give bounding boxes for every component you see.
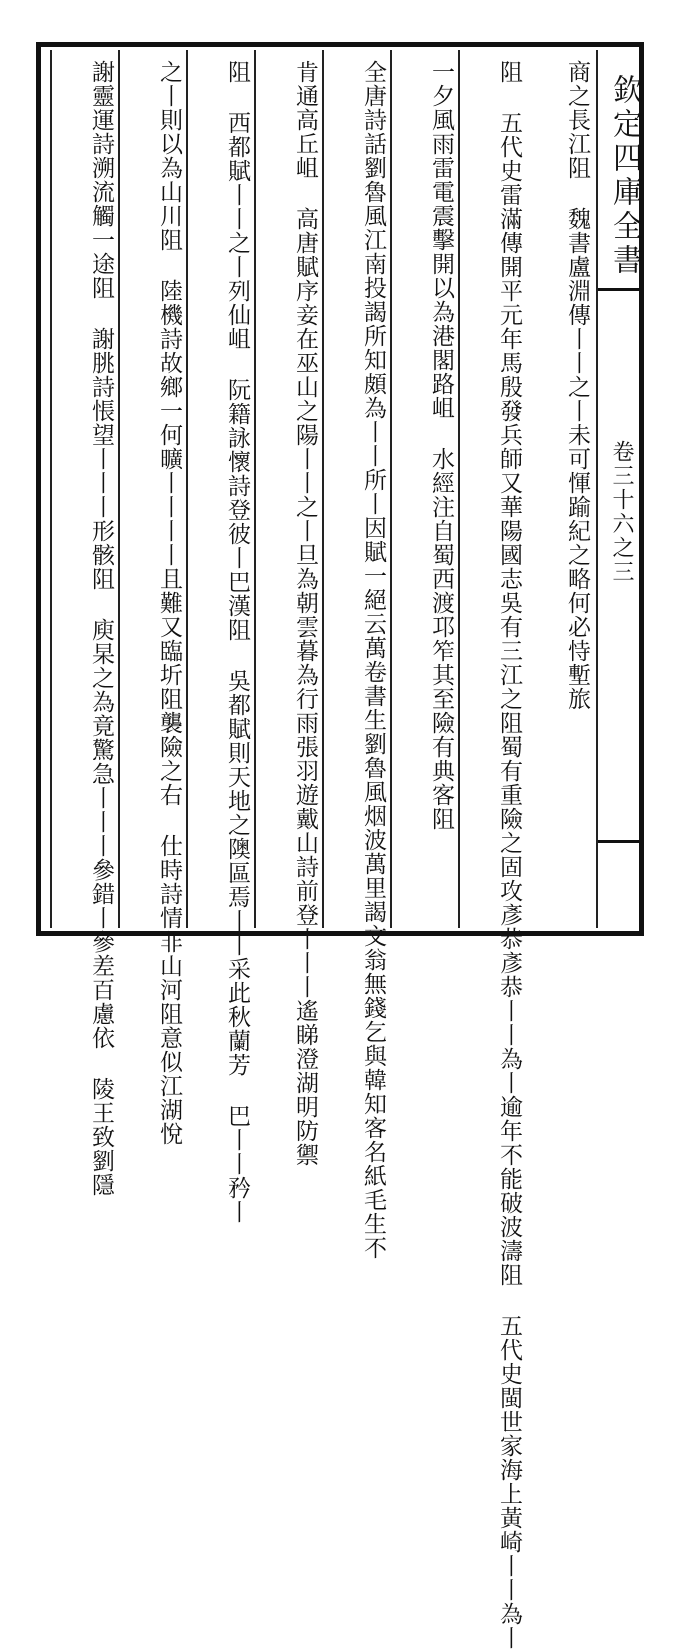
text-column-1 [526, 50, 594, 928]
text-line: 謝靈運詩溯流觸一途阻 謝朓詩悵望丨丨丨形骸阻 庾杲之為竟 [88, 60, 114, 738]
text-line: 通高丘岨 高唐賦序妾在巫山之陽丨丨之丨旦為朝雲暮 [292, 84, 318, 663]
juan-label: 卷三十六之三 [609, 440, 634, 584]
text-column-3 [390, 50, 458, 928]
text-column-4 [322, 50, 390, 1260]
text-column-5 [254, 50, 322, 1167]
text-line: 震擊開以為港閣路岨 水經注自蜀西渡邛笮其至險有典客阻 [428, 204, 454, 831]
text-line: 驚急丨丨丨參錯丨參差百慮依 陵王致劉隱 [88, 738, 114, 1197]
text-column-7 [118, 50, 186, 1146]
text-column-2 [458, 50, 526, 1650]
text-line: 為行雨張羽遊戴山詩前登丨丨丨遙睇澄湖明防禦 [292, 663, 318, 1167]
text-line: 肯 [292, 60, 318, 84]
text-line: 旅 [564, 687, 590, 711]
text-area [46, 50, 594, 1650]
text-line: 之丨則以為山川阻 陸機詩故鄉一何曠丨丨丨丨且難又臨圻阻 [156, 60, 182, 711]
margin-strip [596, 50, 642, 928]
text-line: 阻 五代史雷滿傳開平元年馬殷發兵師又華陽國志吳有三江之阻蜀有重險之固 [496, 60, 522, 879]
text-line: 一夕風雨雷電 [428, 60, 454, 204]
text-column-6 [186, 50, 254, 1224]
margin-rule-bottom [598, 840, 642, 843]
text-line: 攻彥恭彥恭丨丨為丨逾年不能破波濤阻 五代史閩世家海上黃崎丨丨為丨 [496, 879, 522, 1650]
text-line: 卷書生劉魯風烟波萬里謁文翁無錢乞與韓知客名紙毛生不 [360, 660, 386, 1260]
text-line: 襲險之右 仕時詩情非山河阻意似江湖悅 [156, 711, 182, 1146]
book-title: 欽定四庫全書 [607, 74, 642, 278]
text-line: 阻 西都賦丨丨之丨列仙岨 阮籍詠懷詩登彼丨巴漢阻 吳都賦 [224, 60, 250, 741]
text-line: 全唐詩話劉魯風江南投謁所知頗為丨丨所丨因賦一絕云萬 [360, 60, 386, 660]
text-line: 則天地之隩區焉丨丨采此秋蘭芳 巴丨丨矜丨 [224, 741, 250, 1224]
margin-rule-top [598, 288, 642, 291]
text-line: 商之長江阻 魏書盧淵傳丨丨之丨未可惲踰紀之略何必恃塹 [564, 60, 590, 687]
text-column-8 [50, 50, 118, 1197]
